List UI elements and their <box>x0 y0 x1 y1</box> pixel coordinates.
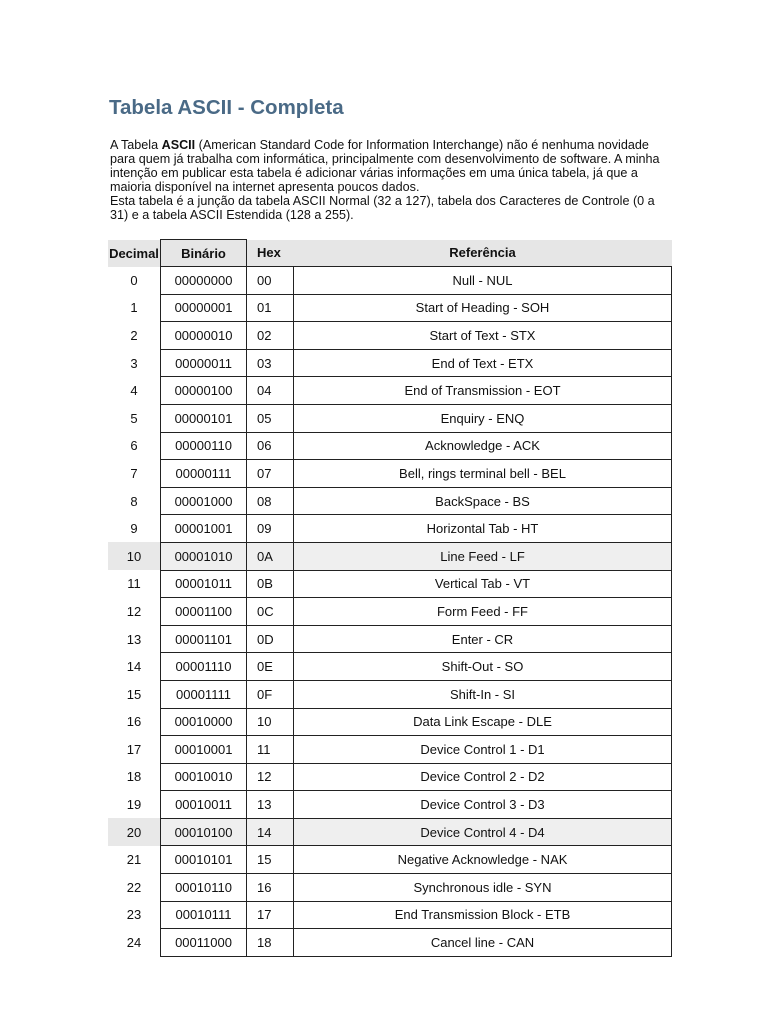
cell-binary: 00010001 <box>161 736 247 764</box>
cell-reference: End Transmission Block - ETB <box>294 901 672 929</box>
cell-binary: 00010111 <box>161 901 247 929</box>
cell-hex: 08 <box>247 487 294 515</box>
table-row <box>108 846 672 874</box>
intro-ascii-bold: ASCII <box>161 138 196 152</box>
cell-decimal: 20 <box>108 818 161 846</box>
table-row <box>108 818 672 846</box>
cell-hex: 07 <box>247 460 294 488</box>
cell-hex: 18 <box>247 929 294 957</box>
cell-reference: Acknowledge - ACK <box>294 432 672 460</box>
cell-decimal: 6 <box>130 438 138 454</box>
table-row <box>108 736 672 764</box>
cell-hex: 00 <box>247 267 294 295</box>
table-row <box>108 515 672 543</box>
intro-prefix: A Tabela <box>110 138 162 152</box>
cell-decimal: 14 <box>126 659 142 675</box>
cell-hex: 17 <box>247 901 294 929</box>
cell-reference: Device Control 3 - D3 <box>294 791 672 819</box>
intro-paragraph-1 <box>110 138 670 194</box>
cell-binary: 00001011 <box>161 570 247 598</box>
cell-binary: 00001010 <box>161 542 247 570</box>
table-row <box>108 598 672 626</box>
header-binary: Binário <box>161 240 247 267</box>
cell-decimal: 8 <box>130 493 138 509</box>
cell-hex: 02 <box>247 322 294 350</box>
cell-reference: Synchronous idle - SYN <box>294 874 672 902</box>
cell-binary: 00001100 <box>161 598 247 626</box>
cell-reference: Device Control 4 - D4 <box>294 818 672 846</box>
cell-decimal: 10 <box>108 542 161 570</box>
table-row <box>108 404 672 432</box>
table-row <box>108 763 672 791</box>
cell-decimal: 13 <box>126 631 142 647</box>
table-row <box>108 708 672 736</box>
cell-reference: Null - NUL <box>294 267 672 295</box>
cell-decimal: 0 <box>130 272 138 288</box>
table-row <box>108 653 672 681</box>
cell-hex: 0B <box>247 570 294 598</box>
table-row <box>108 901 672 929</box>
intro-text <box>110 138 670 222</box>
cell-hex: 04 <box>247 377 294 405</box>
cell-reference: Cancel line - CAN <box>294 929 672 957</box>
table-row <box>108 680 672 708</box>
cell-hex: 15 <box>247 846 294 874</box>
cell-hex: 13 <box>247 791 294 819</box>
table-row <box>108 625 672 653</box>
cell-decimal: 4 <box>130 383 138 399</box>
cell-binary: 00011000 <box>161 929 247 957</box>
cell-hex: 11 <box>247 736 294 764</box>
cell-binary: 00010000 <box>161 708 247 736</box>
cell-decimal: 18 <box>126 769 142 785</box>
cell-decimal: 7 <box>130 465 138 481</box>
cell-binary: 00000101 <box>161 404 247 432</box>
cell-binary: 00010011 <box>161 791 247 819</box>
table-row <box>108 432 672 460</box>
cell-decimal: 21 <box>126 852 142 868</box>
table-header-row <box>108 240 672 267</box>
cell-reference: Start of Heading - SOH <box>294 294 672 322</box>
cell-decimal: 2 <box>130 327 138 343</box>
cell-decimal: 12 <box>126 603 142 619</box>
cell-binary: 00001000 <box>161 487 247 515</box>
cell-hex: 14 <box>247 818 294 846</box>
header-hex: Hex <box>247 240 294 267</box>
intro-suffix: (American Standard Code for Information Interchange) não é nenhuma novidade para quem já trabalha com informática, principalmente com desenvolvimento de software. A minha intenção em publicar esta tabela é adicionar várias informações em uma única tabela, já que a maioria disponível na internet apresenta poucos dados. <box>110 138 660 194</box>
table-row <box>108 791 672 819</box>
table-row <box>108 322 672 350</box>
cell-binary: 00001111 <box>161 680 247 708</box>
cell-binary: 00001101 <box>161 625 247 653</box>
table-row <box>108 294 672 322</box>
cell-binary: 00000100 <box>161 377 247 405</box>
cell-reference: End of Text - ETX <box>294 349 672 377</box>
cell-hex: 12 <box>247 763 294 791</box>
cell-binary: 00010110 <box>161 874 247 902</box>
cell-reference: Bell, rings terminal bell - BEL <box>294 460 672 488</box>
cell-decimal: 9 <box>130 521 138 537</box>
cell-decimal: 15 <box>126 686 142 702</box>
table-row <box>108 874 672 902</box>
cell-hex: 16 <box>247 874 294 902</box>
cell-hex: 0A <box>247 542 294 570</box>
intro-paragraph-2: Esta tabela é a junção da tabela ASCII Normal (32 a 127), tabela dos Caracteres de Controle (0 a 31) e a tabela ASCII Estendida (128 a 255). <box>110 194 655 222</box>
cell-decimal: 19 <box>126 797 142 813</box>
cell-binary: 00000000 <box>161 267 247 295</box>
cell-hex: 06 <box>247 432 294 460</box>
ascii-table <box>108 239 672 957</box>
cell-reference: Data Link Escape - DLE <box>294 708 672 736</box>
table-row <box>108 487 672 515</box>
cell-hex: 09 <box>247 515 294 543</box>
cell-reference: Enter - CR <box>294 625 672 653</box>
cell-decimal: 16 <box>126 714 142 730</box>
cell-decimal: 24 <box>126 935 142 951</box>
cell-binary: 00001001 <box>161 515 247 543</box>
cell-binary: 00000011 <box>161 349 247 377</box>
cell-reference: Shift-Out - SO <box>294 653 672 681</box>
cell-binary: 00010100 <box>161 818 247 846</box>
cell-decimal: 1 <box>130 300 138 316</box>
cell-reference: Form Feed - FF <box>294 598 672 626</box>
cell-reference: BackSpace - BS <box>294 487 672 515</box>
cell-binary: 00000001 <box>161 294 247 322</box>
cell-reference: End of Transmission - EOT <box>294 377 672 405</box>
cell-reference: Start of Text - STX <box>294 322 672 350</box>
cell-binary: 00001110 <box>161 653 247 681</box>
cell-reference: Device Control 2 - D2 <box>294 763 672 791</box>
cell-decimal: 11 <box>127 576 141 592</box>
cell-hex: 03 <box>247 349 294 377</box>
cell-decimal: 23 <box>126 907 142 923</box>
cell-decimal: 5 <box>130 410 138 426</box>
cell-binary: 00000111 <box>161 460 247 488</box>
table-row <box>108 929 672 957</box>
cell-hex: 10 <box>247 708 294 736</box>
cell-reference: Line Feed - LF <box>294 542 672 570</box>
table-row <box>108 570 672 598</box>
table-row <box>108 460 672 488</box>
header-reference: Referência <box>294 240 672 267</box>
header-decimal: Decimal <box>108 240 161 267</box>
cell-reference: Negative Acknowledge - NAK <box>294 846 672 874</box>
cell-binary: 00000110 <box>161 432 247 460</box>
cell-hex: 01 <box>247 294 294 322</box>
cell-decimal: 22 <box>126 879 142 895</box>
cell-binary: 00010010 <box>161 763 247 791</box>
cell-hex: 0D <box>247 625 294 653</box>
table-row <box>108 377 672 405</box>
cell-binary: 00010101 <box>161 846 247 874</box>
cell-reference: Vertical Tab - VT <box>294 570 672 598</box>
table-row <box>108 349 672 377</box>
cell-binary: 00000010 <box>161 322 247 350</box>
cell-hex: 0C <box>247 598 294 626</box>
cell-reference: Shift-In - SI <box>294 680 672 708</box>
table-row <box>108 542 672 570</box>
table-row <box>108 267 672 295</box>
cell-decimal: 17 <box>126 741 142 757</box>
cell-hex: 05 <box>247 404 294 432</box>
page-title: Tabela ASCII - Completa <box>109 96 344 119</box>
cell-decimal: 3 <box>130 355 138 371</box>
cell-reference: Horizontal Tab - HT <box>294 515 672 543</box>
table-body <box>108 267 672 957</box>
cell-reference: Device Control 1 - D1 <box>294 736 672 764</box>
cell-hex: 0F <box>247 680 294 708</box>
cell-reference: Enquiry - ENQ <box>294 404 672 432</box>
cell-hex: 0E <box>247 653 294 681</box>
